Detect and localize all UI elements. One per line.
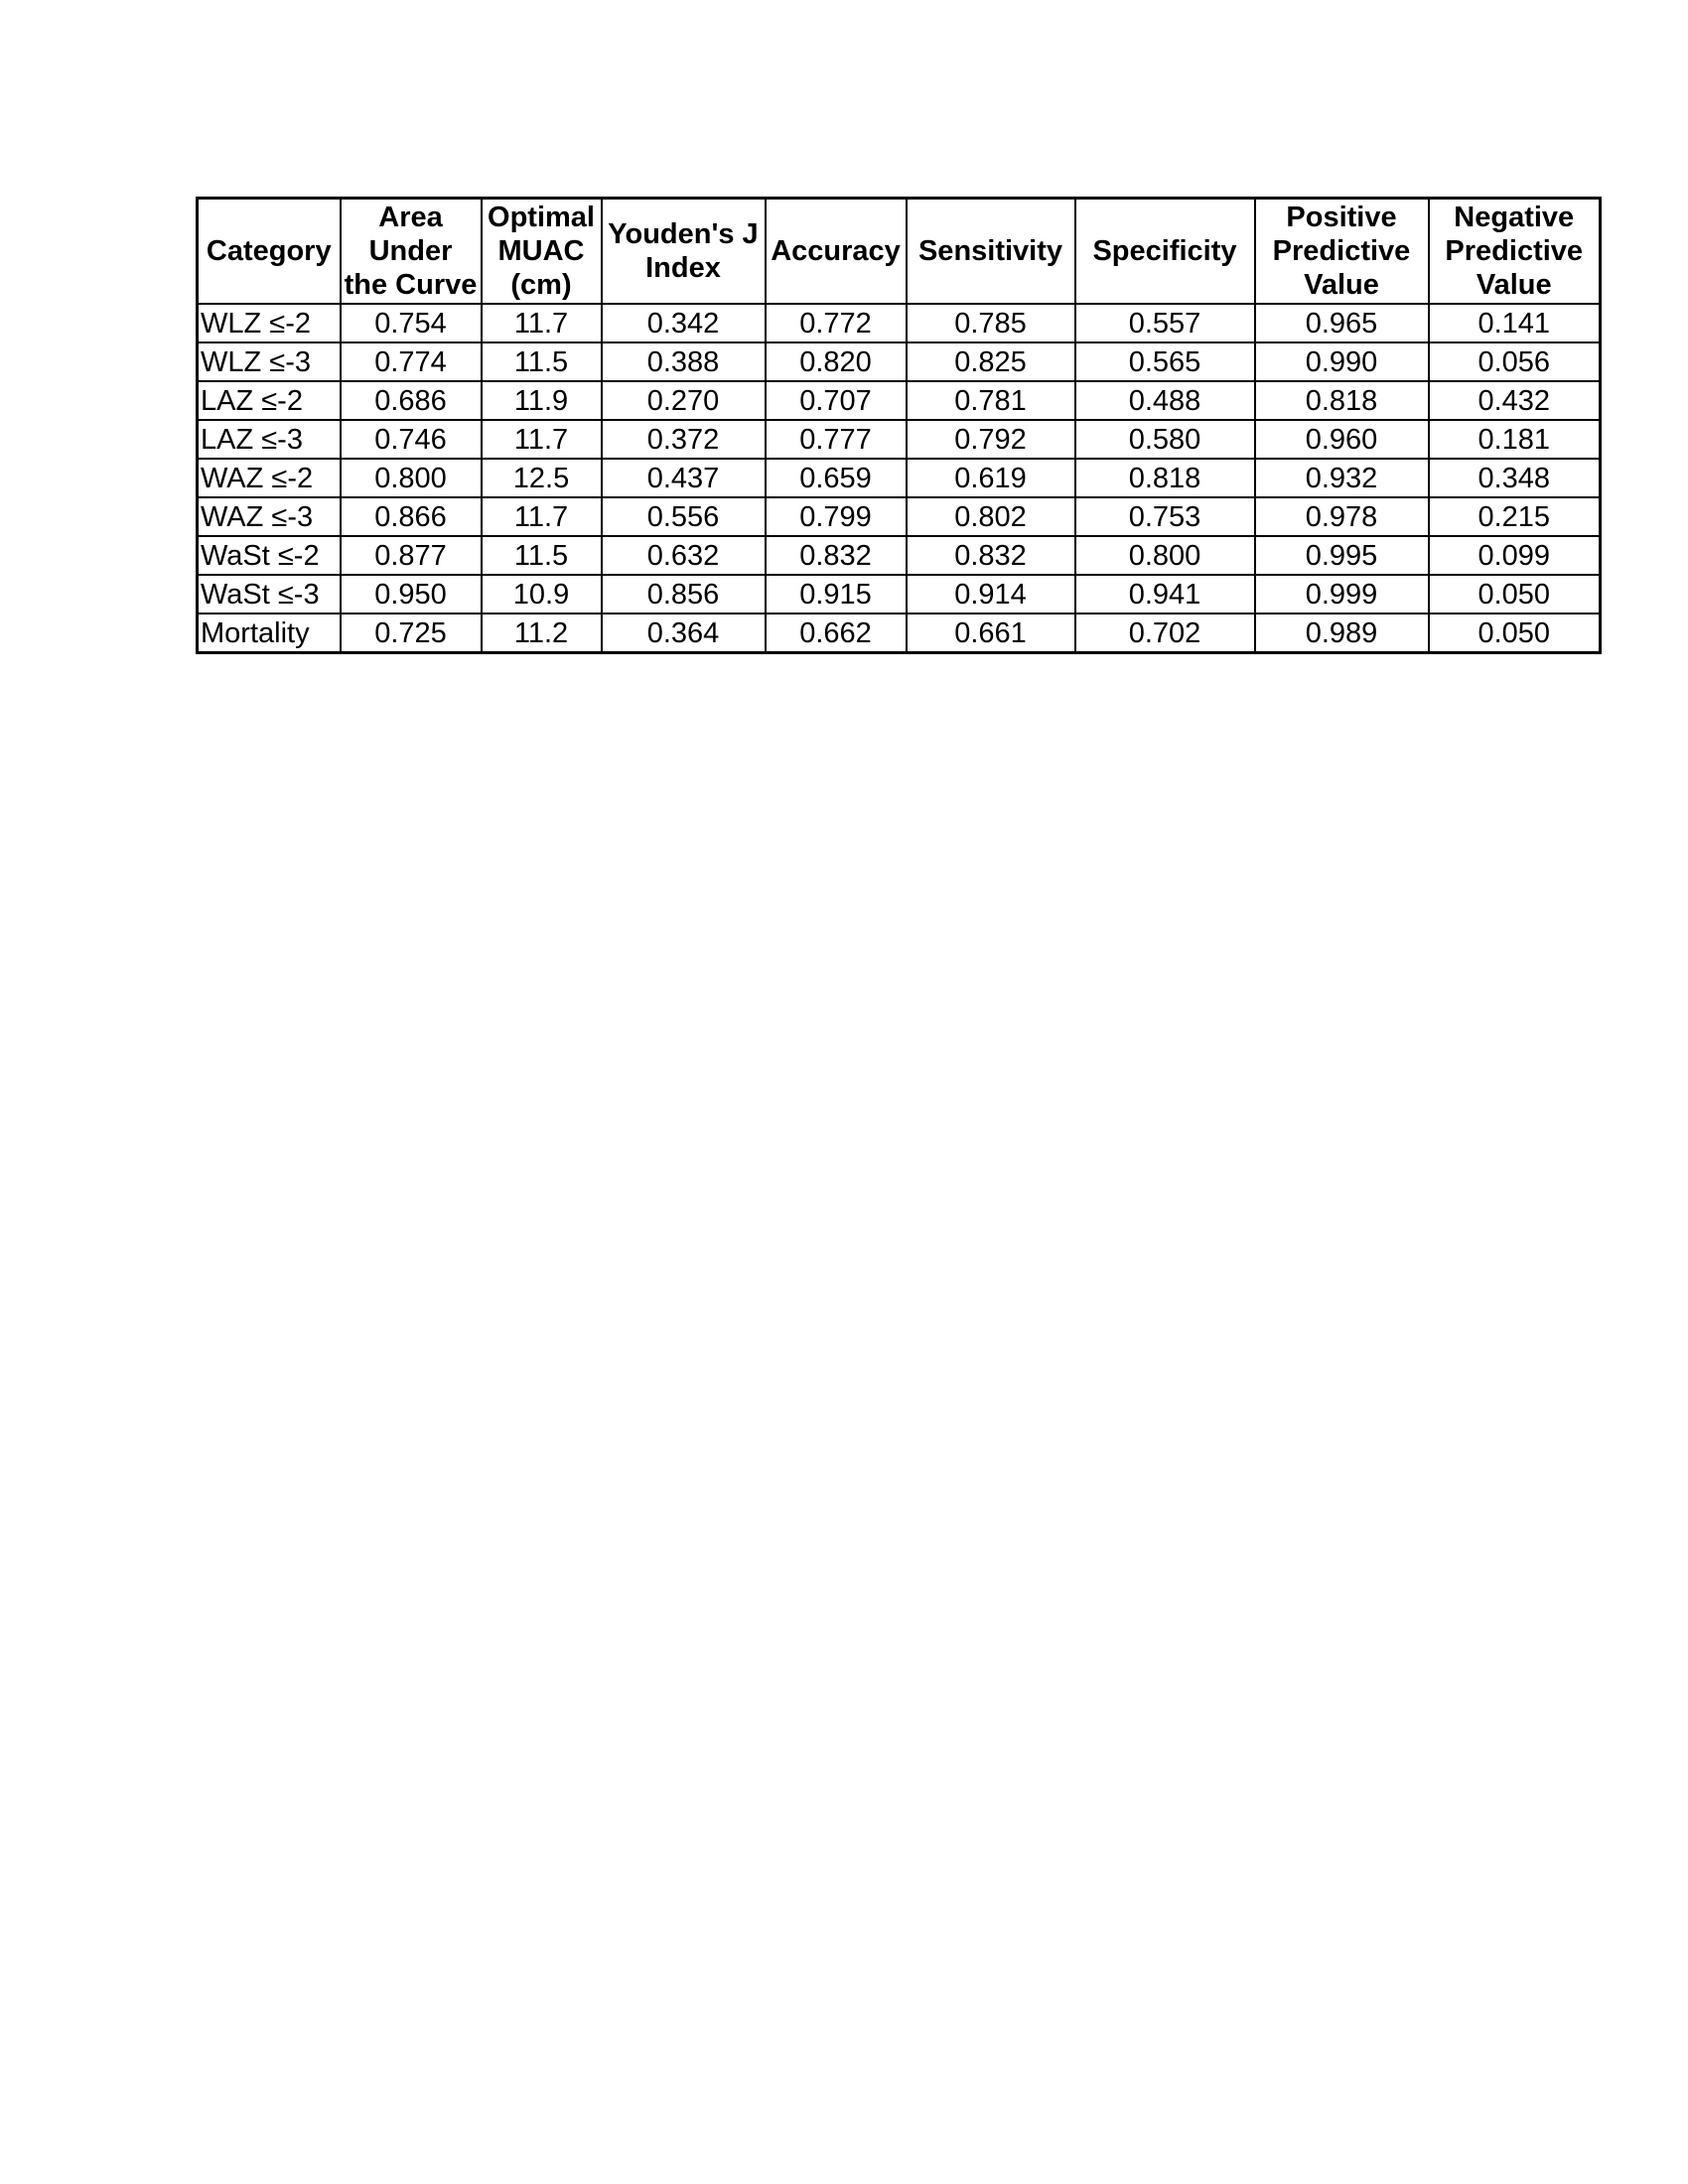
column-header-ppv bbox=[1255, 199, 1429, 305]
value-cell-specificity: 0.488 bbox=[1075, 381, 1255, 420]
value-cell-accuracy: 0.777 bbox=[766, 420, 907, 459]
value-cell-auc: 0.754 bbox=[341, 304, 482, 342]
table-row bbox=[198, 614, 1601, 653]
table-row bbox=[198, 420, 1601, 459]
column-header-auc bbox=[341, 199, 482, 305]
value-cell-youden: 0.632 bbox=[602, 536, 766, 575]
value-cell-npv: 0.348 bbox=[1429, 459, 1601, 497]
column-header-line: Youden's J bbox=[608, 218, 759, 250]
value-cell-npv: 0.050 bbox=[1429, 575, 1601, 614]
value-cell-auc: 0.877 bbox=[341, 536, 482, 575]
column-header-line: Positive bbox=[1286, 202, 1397, 233]
column-header-category bbox=[198, 199, 341, 305]
value-cell-ppv: 0.999 bbox=[1255, 575, 1429, 614]
value-cell-sensitivity: 0.792 bbox=[907, 420, 1075, 459]
column-header-line: (cm) bbox=[510, 269, 572, 301]
column-header-line: Under bbox=[368, 235, 453, 267]
column-header-line: Category bbox=[206, 235, 332, 267]
value-cell-auc: 0.686 bbox=[341, 381, 482, 420]
table-body bbox=[198, 304, 1601, 653]
value-cell-ppv: 0.990 bbox=[1255, 342, 1429, 381]
value-cell-sensitivity: 0.785 bbox=[907, 304, 1075, 342]
column-header-line: MUAC bbox=[497, 235, 585, 267]
column-header-line: Specificity bbox=[1092, 235, 1237, 267]
value-cell-specificity: 0.580 bbox=[1075, 420, 1255, 459]
table-row bbox=[198, 459, 1601, 497]
column-header-line: the Curve bbox=[344, 269, 478, 301]
value-cell-youden: 0.856 bbox=[602, 575, 766, 614]
value-cell-ppv: 0.995 bbox=[1255, 536, 1429, 575]
value-cell-accuracy: 0.799 bbox=[766, 497, 907, 536]
value-cell-accuracy: 0.832 bbox=[766, 536, 907, 575]
value-cell-accuracy: 0.662 bbox=[766, 614, 907, 653]
column-header-accuracy bbox=[766, 199, 907, 305]
value-cell-accuracy: 0.659 bbox=[766, 459, 907, 497]
value-cell-accuracy: 0.707 bbox=[766, 381, 907, 420]
value-cell-specificity: 0.941 bbox=[1075, 575, 1255, 614]
table-row bbox=[198, 575, 1601, 614]
value-cell-muac: 11.7 bbox=[482, 420, 602, 459]
column-header-line: Area bbox=[378, 202, 443, 233]
value-cell-muac: 11.5 bbox=[482, 342, 602, 381]
value-cell-accuracy: 0.772 bbox=[766, 304, 907, 342]
value-cell-muac: 11.7 bbox=[482, 304, 602, 342]
results-table bbox=[196, 197, 1602, 654]
value-cell-auc: 0.950 bbox=[341, 575, 482, 614]
value-cell-auc: 0.866 bbox=[341, 497, 482, 536]
column-header-line: Index bbox=[645, 252, 721, 284]
value-cell-auc: 0.774 bbox=[341, 342, 482, 381]
category-cell: WLZ ≤-3 bbox=[198, 342, 341, 381]
value-cell-auc: 0.725 bbox=[341, 614, 482, 653]
column-header-line: Optimal bbox=[488, 202, 595, 233]
header-row bbox=[198, 199, 1601, 305]
value-cell-ppv: 0.818 bbox=[1255, 381, 1429, 420]
value-cell-npv: 0.099 bbox=[1429, 536, 1601, 575]
value-cell-npv: 0.215 bbox=[1429, 497, 1601, 536]
value-cell-sensitivity: 0.802 bbox=[907, 497, 1075, 536]
value-cell-specificity: 0.565 bbox=[1075, 342, 1255, 381]
value-cell-youden: 0.556 bbox=[602, 497, 766, 536]
value-cell-muac: 11.2 bbox=[482, 614, 602, 653]
value-cell-youden: 0.270 bbox=[602, 381, 766, 420]
value-cell-auc: 0.800 bbox=[341, 459, 482, 497]
category-cell: WAZ ≤-2 bbox=[198, 459, 341, 497]
value-cell-muac: 10.9 bbox=[482, 575, 602, 614]
value-cell-npv: 0.141 bbox=[1429, 304, 1601, 342]
column-header-line: Accuracy bbox=[771, 235, 901, 267]
value-cell-youden: 0.372 bbox=[602, 420, 766, 459]
table-row bbox=[198, 342, 1601, 381]
value-cell-accuracy: 0.915 bbox=[766, 575, 907, 614]
column-header-youden bbox=[602, 199, 766, 305]
value-cell-specificity: 0.800 bbox=[1075, 536, 1255, 575]
column-header-line: Predictive bbox=[1272, 235, 1411, 267]
table-row bbox=[198, 497, 1601, 536]
table-row bbox=[198, 381, 1601, 420]
column-header-line: Value bbox=[1476, 269, 1552, 301]
value-cell-ppv: 0.960 bbox=[1255, 420, 1429, 459]
column-header-line: Predictive bbox=[1445, 235, 1584, 267]
value-cell-specificity: 0.753 bbox=[1075, 497, 1255, 536]
value-cell-youden: 0.342 bbox=[602, 304, 766, 342]
value-cell-npv: 0.432 bbox=[1429, 381, 1601, 420]
value-cell-specificity: 0.818 bbox=[1075, 459, 1255, 497]
column-header-npv bbox=[1429, 199, 1601, 305]
column-header-line: Sensitivity bbox=[917, 235, 1063, 267]
category-cell: Mortality bbox=[198, 614, 341, 653]
value-cell-sensitivity: 0.832 bbox=[907, 536, 1075, 575]
value-cell-sensitivity: 0.661 bbox=[907, 614, 1075, 653]
value-cell-ppv: 0.989 bbox=[1255, 614, 1429, 653]
value-cell-npv: 0.056 bbox=[1429, 342, 1601, 381]
value-cell-specificity: 0.702 bbox=[1075, 614, 1255, 653]
category-cell: WAZ ≤-3 bbox=[198, 497, 341, 536]
column-header-muac bbox=[482, 199, 602, 305]
category-cell: LAZ ≤-3 bbox=[198, 420, 341, 459]
column-header-specificity bbox=[1075, 199, 1255, 305]
value-cell-youden: 0.364 bbox=[602, 614, 766, 653]
value-cell-youden: 0.388 bbox=[602, 342, 766, 381]
value-cell-sensitivity: 0.619 bbox=[907, 459, 1075, 497]
value-cell-muac: 12.5 bbox=[482, 459, 602, 497]
column-header-line: Value bbox=[1304, 269, 1379, 301]
value-cell-npv: 0.181 bbox=[1429, 420, 1601, 459]
value-cell-youden: 0.437 bbox=[602, 459, 766, 497]
column-header-line: Negative bbox=[1454, 202, 1575, 233]
value-cell-muac: 11.7 bbox=[482, 497, 602, 536]
category-cell: WLZ ≤-2 bbox=[198, 304, 341, 342]
value-cell-ppv: 0.965 bbox=[1255, 304, 1429, 342]
value-cell-ppv: 0.932 bbox=[1255, 459, 1429, 497]
value-cell-accuracy: 0.820 bbox=[766, 342, 907, 381]
category-cell: LAZ ≤-2 bbox=[198, 381, 341, 420]
value-cell-sensitivity: 0.781 bbox=[907, 381, 1075, 420]
category-cell: WaSt ≤-3 bbox=[198, 575, 341, 614]
value-cell-muac: 11.5 bbox=[482, 536, 602, 575]
value-cell-ppv: 0.978 bbox=[1255, 497, 1429, 536]
table-row bbox=[198, 304, 1601, 342]
column-header-sensitivity bbox=[907, 199, 1075, 305]
value-cell-specificity: 0.557 bbox=[1075, 304, 1255, 342]
value-cell-sensitivity: 0.825 bbox=[907, 342, 1075, 381]
value-cell-npv: 0.050 bbox=[1429, 614, 1601, 653]
value-cell-muac: 11.9 bbox=[482, 381, 602, 420]
table-row bbox=[198, 536, 1601, 575]
value-cell-sensitivity: 0.914 bbox=[907, 575, 1075, 614]
category-cell: WaSt ≤-2 bbox=[198, 536, 341, 575]
value-cell-auc: 0.746 bbox=[341, 420, 482, 459]
